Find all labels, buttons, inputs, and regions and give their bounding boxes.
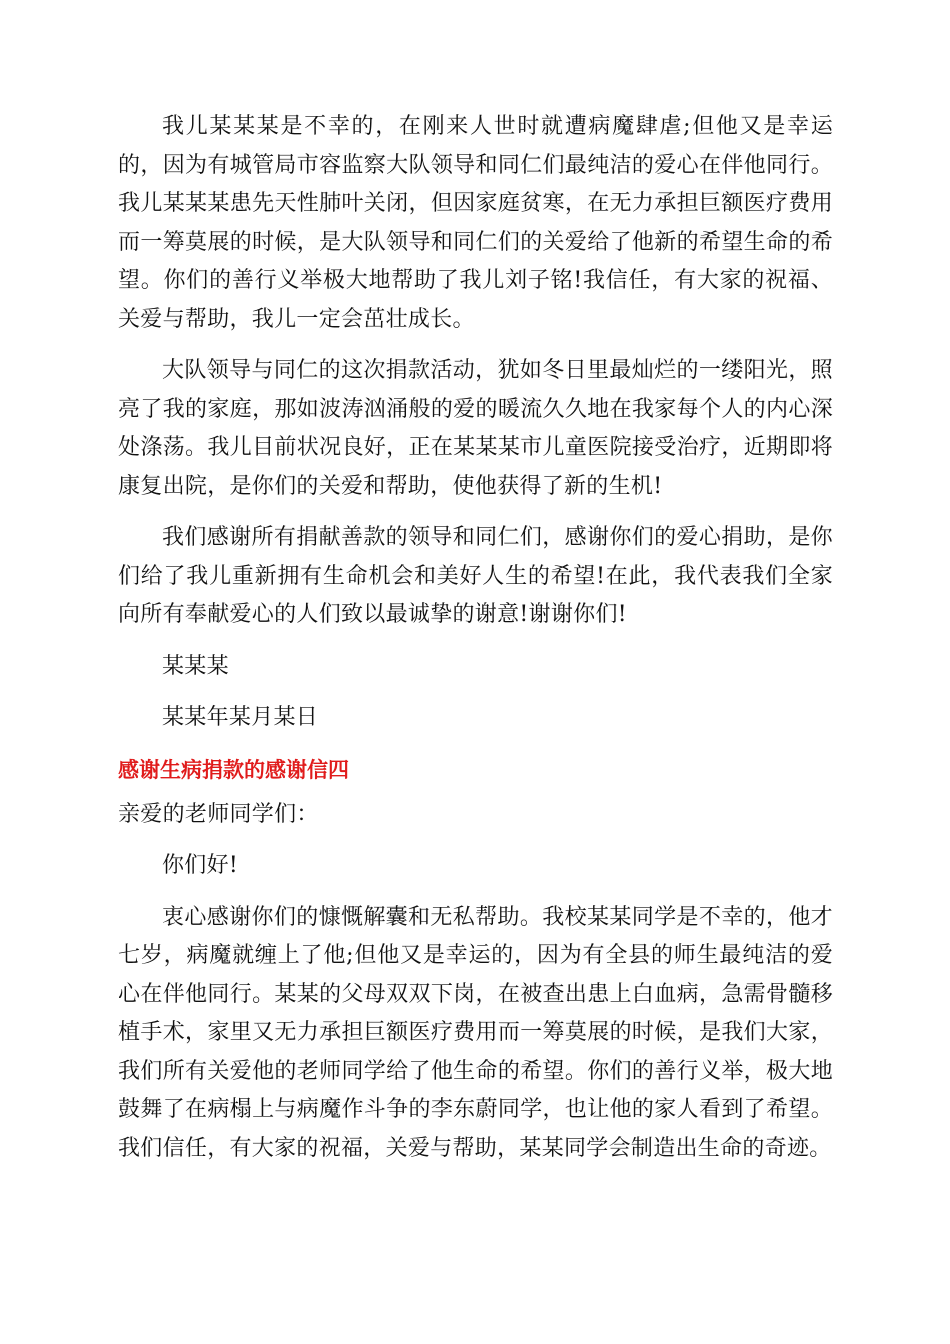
document-page <box>118 108 833 1181</box>
letter3-paragraph-2: 大队领导与同仁的这次捐款活动，犹如冬日里最灿烂的一缕阳光，照亮了我的家庭，那如波涛汹涌般的爱的暖流久久地在我家每个人的内心深处涤荡。我儿目前状况良好，正在某某某市儿童医院接受治疗，近期即将康复出院，是你们的关爱和帮助，使他获得了新的生机! <box>118 358 833 499</box>
letter4-salutation: 亲爱的老师同学们： <box>118 801 319 827</box>
letter3-signature: 某某某 <box>162 653 229 679</box>
letter3-date: 某某年某月某日 <box>162 705 319 730</box>
letter4-paragraph-1: 衷心感谢你们的慷慨解囊和无私帮助。我校某某同学是不幸的，他才七岁，病魔就缠上了他;但他又是幸运的，因为有全县的师生最纯洁的爱心在伴他同行。某某的父母双双下岗，在被查出患上白血病，急需骨髓移植手术，家里又无力承担巨额医疗费用而一筹莫展的时候，是我们大家，我们所有关爱他的老师同学给了他生命的希望。你们的善行义举，极大地鼓舞了在病榻上与病魔作斗争的李东蔚同学，也让他的家人看到了希望。我们信任，有大家的祝福，关爱与帮助，某某同学会制造出生命的奇迹。 <box>118 904 833 1161</box>
letter3-paragraph-1: 我儿某某某是不幸的，在刚来人世时就遭病魔肆虐;但他又是幸运的，因为有城管局市容监察大队领导和同仁们最纯洁的爱心在伴他同行。我儿某某某患先天性肺叶关闭，但因家庭贫寒，在无力承担巨额医疗费用而一筹莫展的时候，是大队领导和同仁们的关爱给了他新的希望生命的希望。你们的善行义举极大地帮助了我儿刘子铭!我信任，有大家的祝福、关爱与帮助，我儿一定会茁壮成长。 <box>118 114 833 332</box>
letter4-greeting: 你们好! <box>162 853 239 878</box>
letter3-paragraph-3: 我们感谢所有捐献善款的领导和同仁们，感谢你们的爱心捐助，是你们给了我儿重新拥有生命机会和美好人生的希望!在此，我代表我们全家向所有奉献爱心的人们致以最诚挚的谢意!谢谢你们! <box>118 525 833 627</box>
letter4-heading: 感谢生病捐款的感谢信四 <box>118 757 349 782</box>
